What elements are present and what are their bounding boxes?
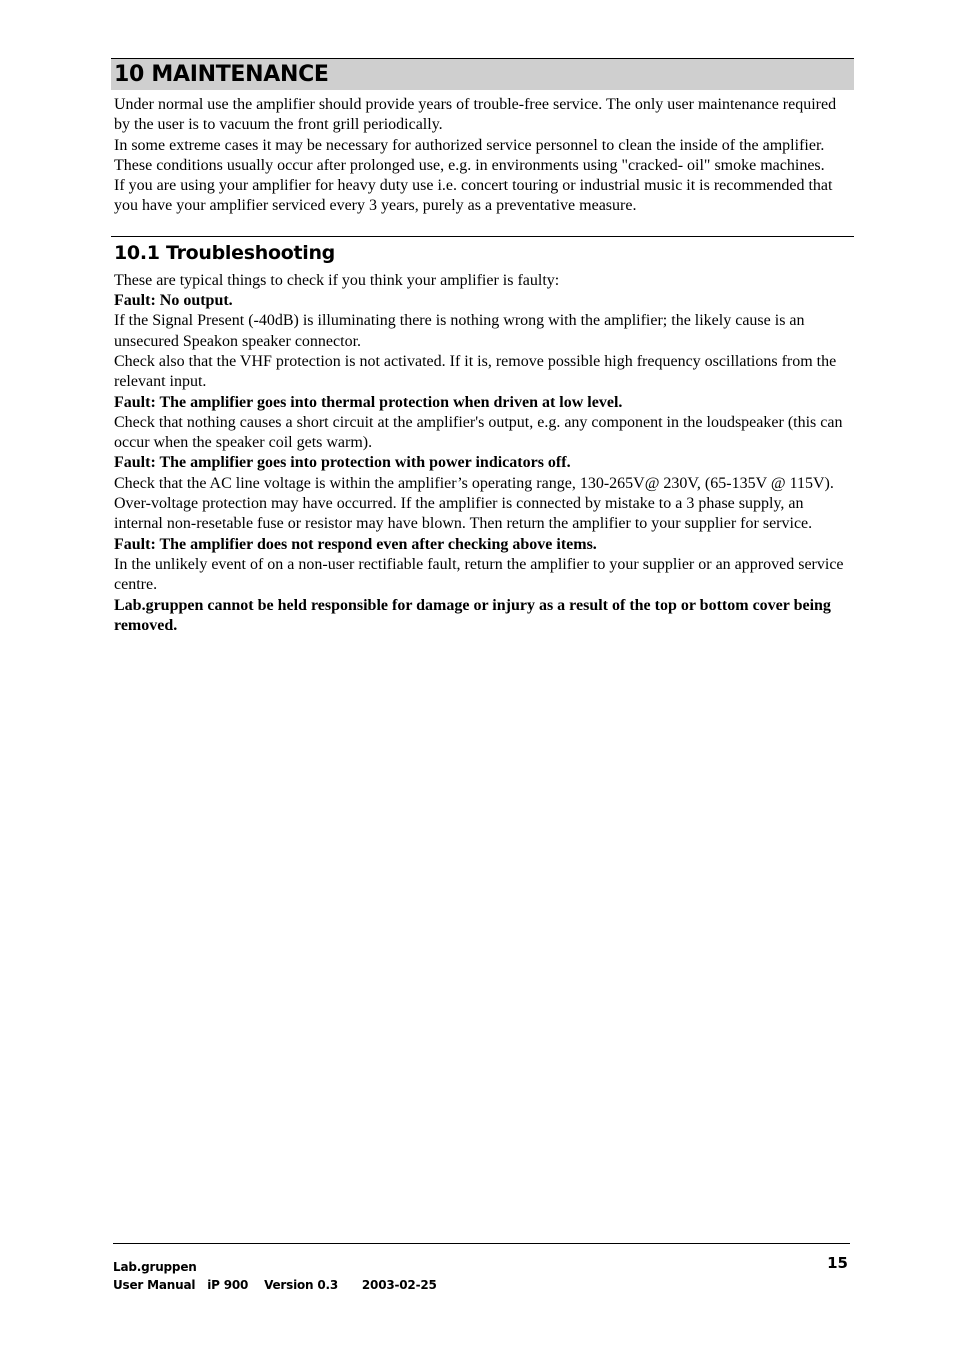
troubleshooting-body xyxy=(111,271,854,636)
fault-title: Fault: The amplifier goes into protection with power indicators off. xyxy=(114,454,571,472)
troubleshooting-intro: These are typical things to check if you think your amplifier is faulty: xyxy=(114,271,560,289)
fault-title: Fault: The amplifier goes into thermal protection when driven at low level. xyxy=(114,393,623,411)
footer-version: Version 0.3 xyxy=(264,1278,339,1292)
subsection-heading-wrap xyxy=(111,236,854,267)
footer-doc-type: User Manual xyxy=(113,1278,196,1292)
fault-text: Check that the AC line voltage is within the amplifier’s operating range, 130-265V@ 230V, (65-135V @ 115V). Over-voltage protection may have occurred. If the amplifier is connected by mistake to a 3 phase supply, an internal non-resetable fuse or resistor may have blown. Then return the amplifier to your supplier for service. xyxy=(114,474,834,533)
maintenance-paragraph: If you are using your amplifier for heavy duty use i.e. concert touring or industrial music it is recommended that you have your amplifier serviced every 3 years, purely as a preventative measure. xyxy=(114,177,833,215)
fault-text: In the unlikely event of on a non-user rectifiable fault, return the amplifier to your supplier or an approved service centre. xyxy=(114,555,844,594)
footer-company: Lab.gruppen xyxy=(113,1260,197,1274)
footer-doc-info xyxy=(113,1276,437,1294)
fault-title: Fault: No output. xyxy=(114,292,233,310)
page-number: 15 xyxy=(827,1254,848,1272)
maintenance-paragraph: In some extreme cases it may be necessary for authorized service personnel to clean the inside of the amplifier. These conditions usually occur after prolonged use, e.g. in environments using "cracked- oil" smoke machines. xyxy=(114,136,825,174)
maintenance-paragraph: Under normal use the amplifier should provide years of trouble-free service. The only user maintenance required by the user is to vacuum the front grill periodically. xyxy=(114,96,837,134)
footer-info xyxy=(113,1258,437,1294)
fault-text: If the Signal Present (-40dB) is illuminating there is nothing wrong with the amplifier; the likely cause is an unsecured Speakon speaker connector. xyxy=(114,312,805,350)
fault-text: Check that nothing causes a short circuit at the amplifier's output, e.g. any component in the loudspeaker (this can occur when the speaker coil gets warm). xyxy=(114,413,843,452)
footer-date: 2003-02-25 xyxy=(361,1278,437,1292)
page-content xyxy=(111,58,854,636)
footer-model: iP 900 xyxy=(207,1278,249,1292)
disclaimer: Lab.gruppen cannot be held responsible for damage or injury as a result of the top or bottom cover being removed. xyxy=(114,596,831,634)
section-heading: 10 MAINTENANCE xyxy=(114,62,329,87)
page-footer xyxy=(113,1243,850,1292)
section-heading-bar xyxy=(111,58,854,90)
fault-text: Check also that the VHF protection is not activated. If it is, remove possible high frequency oscillations from the relevant input. xyxy=(114,352,837,391)
subsection-heading: 10.1 Troubleshooting xyxy=(114,241,335,264)
fault-title: Fault: The amplifier does not respond even after checking above items. xyxy=(114,535,597,553)
